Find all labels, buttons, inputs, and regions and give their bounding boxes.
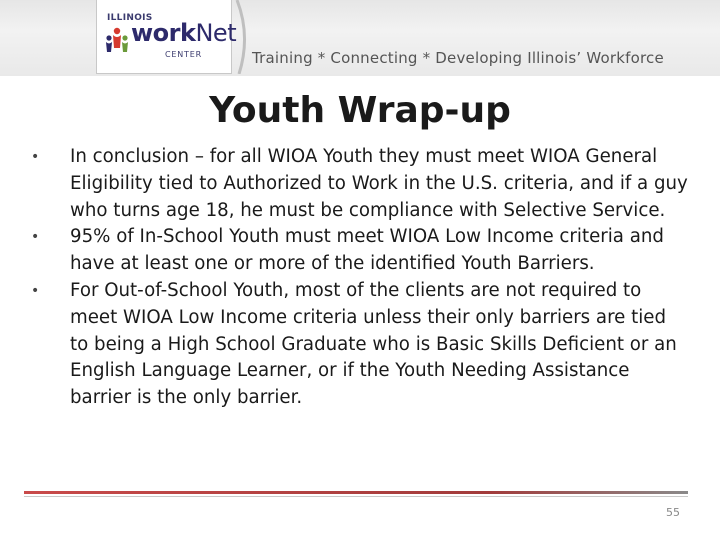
bullet-text: For Out-of-School Youth, most of the clients are not required to meet WIOA Low Income criteria unless their only barriers are tied to being a High School Graduate who is Basic Skills Deficient or an English Language Learner, or if the Youth Needing Assistance barrier is the only barrier.	[70, 279, 677, 409]
bullet-text: In conclusion – for all WIOA Youth they must meet WIOA General Eligibility tied to Authorized to Work in the U.S. criteria, and if a guy who turns age 18, he must be compliance with Selective Service.	[70, 146, 688, 221]
tagline: Training * Connecting * Developing Illinois’ Workforce	[252, 49, 664, 67]
bullet-item	[30, 278, 690, 412]
people-icon	[103, 26, 133, 56]
logo-center-text: CENTER	[165, 50, 202, 59]
bullet-list	[30, 144, 690, 412]
bullet-dot-icon: •	[31, 229, 40, 246]
bullet-item	[30, 224, 690, 278]
logo-illinois-text: ILLINOIS	[107, 13, 153, 23]
bullet-item	[30, 144, 690, 224]
footer-divider	[24, 491, 688, 494]
page-number: 55	[666, 506, 680, 519]
logo-worknet-text	[131, 19, 236, 47]
slide-title: Youth Wrap-up	[209, 90, 511, 131]
logo-net-part: Net	[195, 19, 237, 47]
bullet-dot-icon: •	[31, 149, 40, 165]
bullet-dot-icon: •	[31, 282, 40, 299]
illinois-worknet-logo[interactable]	[96, 0, 237, 74]
logo-work-part: work	[131, 19, 196, 47]
bullet-text: 95% of In-School Youth must meet WIOA Low Income criteria and have at least one or more of the identified Youth Barriers.	[70, 226, 664, 275]
footer-divider-thin	[24, 496, 688, 497]
